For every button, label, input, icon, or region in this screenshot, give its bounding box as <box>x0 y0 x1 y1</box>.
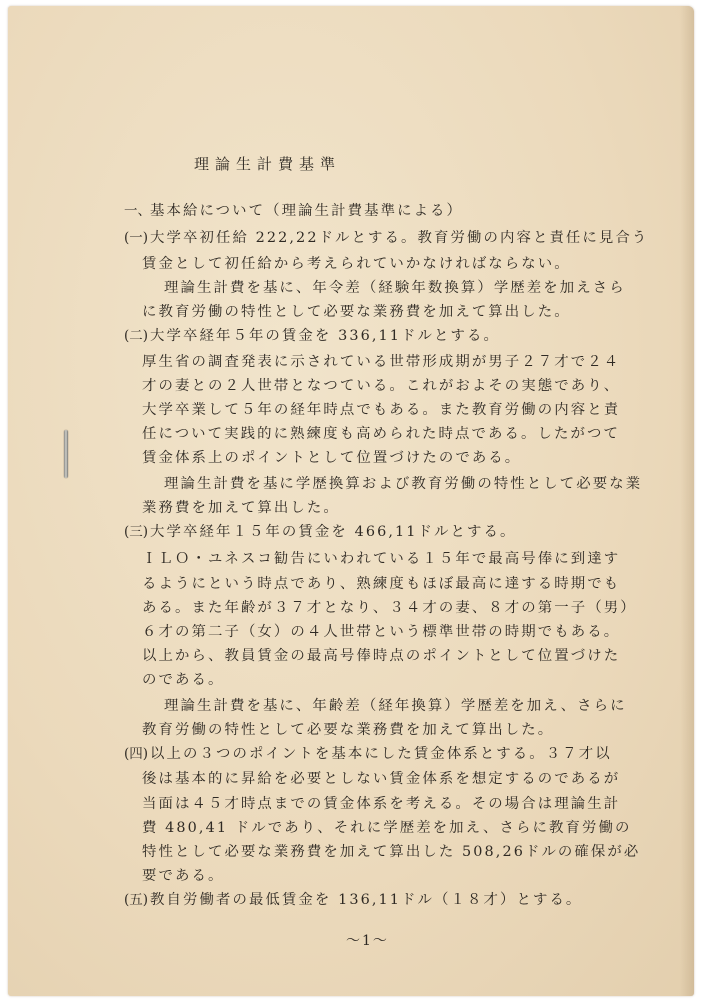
item-2-line-3: 才の妻との２人世帯となつている。これがおよその実態であり、 <box>142 378 621 394</box>
section-marker: 一、 <box>124 203 151 219</box>
paragraph-line: 大学卒初任給 222,22ドルとする。教育労働の内容と責任に見合う <box>150 230 649 246</box>
item-4-line-1 <box>124 742 612 763</box>
paragraph-line: 大学卒経年１５年の賃金を 466,11ドルとする。 <box>150 524 517 540</box>
item-1-line-2: 賃金として初任給から考えられていかなければならない。 <box>142 256 571 272</box>
item-2-line-8: 業務費を加えて算出した。 <box>142 500 340 516</box>
item-marker: (一) <box>124 230 149 246</box>
item-3-line-9: 教育労働の特性として必要な業務費を加えて算出した。 <box>142 722 555 738</box>
item-marker: (二) <box>124 328 149 344</box>
page-edge-shadow <box>680 6 694 996</box>
paragraph-line: 大学卒経年５年の賃金を 336,11ドルとする。 <box>150 328 500 344</box>
item-marker: (四) <box>124 746 149 762</box>
item-2-line-4: 大学卒業して５年の経年時点でもある。また教育労働の内容と責 <box>142 402 621 418</box>
item-1-line-4: に教育労働の特性として必要な業務費を加えて算出した。 <box>142 304 571 320</box>
document-title: 理論生計費基準 <box>194 155 342 173</box>
item-4-line-4: 費 480,41 ドルであり、それに学歴差を加え、さらに教育労働の <box>142 820 632 836</box>
item-marker: (五) <box>124 892 149 908</box>
item-5-line-1 <box>124 888 582 909</box>
staple <box>64 430 68 478</box>
item-3-line-8: 理論生計費を基に、年齢差（経年換算）学歴差を加え、さらに <box>164 698 627 714</box>
item-2-line-7: 理論生計費を基に学歴換算および教育労働の特性として必要な業 <box>164 476 643 492</box>
page-number: 〜1〜 <box>346 933 389 949</box>
paragraph-line: 以上の３つのポイントを基本にした賃金体系とする。３７才以 <box>150 746 612 762</box>
item-2-line-2: 厚生省の調査発表に示されている世帯形成期が男子２７才で２４ <box>142 354 621 370</box>
item-2-line-6: 賃金体系上のポイントとして位置づけたのである。 <box>142 450 522 466</box>
paragraph-line: 教自労働者の最低賃金を 136,11ドル（１８才）とする。 <box>150 892 583 908</box>
item-3-line-5: ６才の第二子（女）の４人世帯という標準世帯の時期でもある。 <box>142 624 621 640</box>
document-page <box>8 6 694 996</box>
item-4-line-2: 後は基本的に昇給を必要としない賃金体系を想定するのであるが <box>142 771 621 787</box>
item-2-line-1 <box>124 324 500 345</box>
item-2-line-5: 任について実践的に熟練度も高められた時点である。したがつて <box>142 426 620 442</box>
item-3-line-3: るようにという時点であり、熟練度もほぼ最高に達する時期でも <box>142 576 621 592</box>
item-1-line-3: 理論生計費を基に、年令差（経験年数換算）学歴差を加えさら <box>164 280 626 296</box>
item-3-line-1 <box>124 520 516 541</box>
section-heading-text: 基本給について（理論生計費基準による） <box>150 203 464 219</box>
section-heading <box>124 199 463 220</box>
item-4-line-6: 要である。 <box>142 868 225 884</box>
item-3-line-4: ある。また年齢が３７才となり、３４才の妻、８才の第一子（男） <box>142 600 637 616</box>
item-1-line-1 <box>124 226 648 247</box>
item-3-line-7: のである。 <box>142 672 225 688</box>
item-4-line-3: 当面は４５才時点までの賃金体系を考える。その場合は理論生計 <box>142 796 621 812</box>
item-marker: (三) <box>124 524 149 540</box>
item-3-line-2: ＩＬＯ・ユネスコ勧告にいわれている１５年で最高号俸に到達す <box>142 551 621 567</box>
item-4-line-5: 特性として必要な業務費を加えて算出した 508,26ドルの確保が必 <box>142 844 641 860</box>
item-3-line-6: 以上から、教員賃金の最高号俸時点のポイントとして位置づけた <box>142 648 621 664</box>
